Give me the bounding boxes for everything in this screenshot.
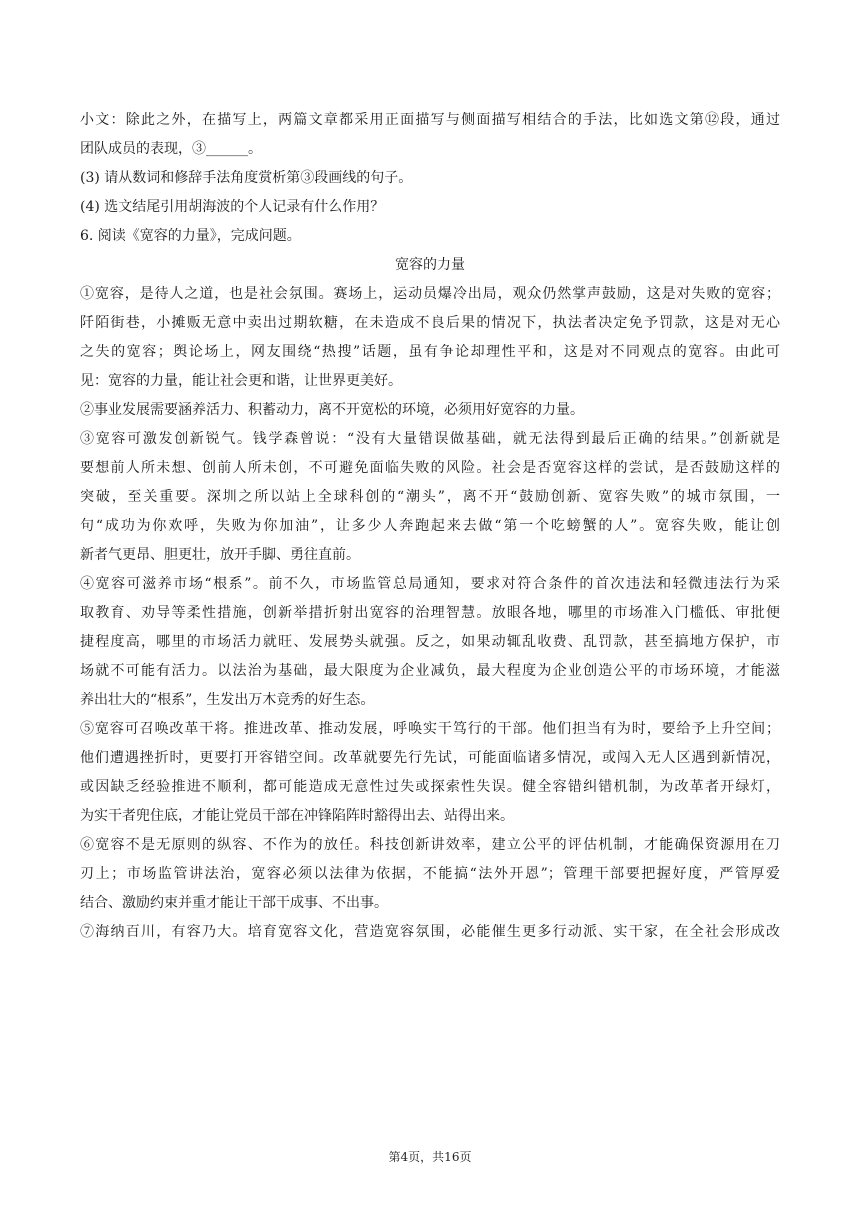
article-title: 宽容的力量 xyxy=(395,257,465,273)
paragraph-4-line: 取教育、劝导等柔性措施，创新举措折射出宽容的治理智慧。放眼各地，哪里的市场准入门槛低、审批便 xyxy=(80,605,780,621)
paragraph-5-line: 或因缺乏经验推进不顺利，都可能造成无意性过失或探索性失误。健全容错纠错机制，为改革者开绿灯， xyxy=(80,779,780,795)
paragraph-4-line: 场就不可能有活力。以法治为基础，最大限度为企业减负，最大程度为企业创造公平的市场环境，才能滋 xyxy=(80,663,780,679)
paragraph-5-line: 他们遭遇挫折时，更要打开容错空间。改革就要先行先试，可能面临诸多情况，或闯入无人区遇到新情况， xyxy=(80,750,780,766)
paragraph-7-line: ⑦海纳百川，有容乃大。培育宽容文化，营造宽容氛围，必能催生更多行动派、实干家，在全社会形成改 xyxy=(80,924,780,940)
question-6-prompt: 6. 阅读《宽容的力量》，完成问题。 xyxy=(80,228,301,244)
paragraph-1-line: 阡陌街巷，小摊贩无意中卖出过期软糖，在未造成不良后果的情况下，执法者决定免予罚款，这是对无心 xyxy=(80,315,780,331)
question-3: (3) 请从数词和修辞手法角度赏析第③段画线的句子。 xyxy=(80,170,413,186)
paragraph-1-line: ①宽容，是待人之道，也是社会氛围。赛场上，运动员爆冷出局，观众仍然掌声鼓励，这是对失败的宽容； xyxy=(80,286,780,302)
paragraph-6-line: 结合、激励约束并重才能让干部干成事、不出事。 xyxy=(80,895,388,911)
paragraph-3-line: 突破，至关重要。深圳之所以站上全球科创的“潮头”，离不开“鼓励创新、宽容失败”的城市氛围，一 xyxy=(80,489,780,505)
paragraph-6-line: ⑥宽容不是无原则的纵容、不作为的放任。科技创新讲效率，建立公平的评估机制，才能确保资源用在刀 xyxy=(80,837,780,853)
paragraph-5-line: ⑤宽容可召唤改革干将。推进改革、推动发展，呼唤实干笃行的干部。他们担当有为时，要给予上升空间； xyxy=(80,721,780,737)
text-line: 小文：除此之外，在描写上，两篇文章都采用正面描写与侧面描写相结合的手法，比如选文第⑫段，通过 xyxy=(80,112,780,128)
paragraph-1-line: 见：宽容的力量，能让社会更和谐，让世界更美好。 xyxy=(80,373,402,389)
paragraph-6-line: 刃上；市场监管讲法治，宽容必须以法律为依据，不能搞“法外开恩”；管理干部要把握好度，严管厚爱 xyxy=(80,866,780,882)
paragraph-5-line: 为实干者兜住底，才能让党员干部在冲锋陷阵时豁得出去、站得出来。 xyxy=(80,808,514,824)
paragraph-3-line: 新者气更昂、胆更壮，放开手脚、勇往直前。 xyxy=(80,547,360,563)
paragraph-2-line: ②事业发展需要涵养活力、积蓄动力，离不开宽松的环境，必须用好宽容的力量。 xyxy=(80,402,584,418)
paragraph-4-line: 养出壮大的“根系”，生发出万木竞秀的好生态。 xyxy=(80,692,375,708)
paragraph-4-line: ④宽容可滋养市场“根系”。前不久，市场监管总局通知，要求对符合条件的首次违法和轻微违法行为采 xyxy=(80,576,780,592)
paragraph-3-line: 句“成功为你欢呼，失败为你加油”，让多少人奔跑起来去做“第一个吃螃蟹的人”。宽容失败，能让创 xyxy=(80,518,780,534)
paragraph-3-line: ③宽容可激发创新锐气。钱学森曾说：“没有大量错误做基础，就无法得到最后正确的结果。”创新就是 xyxy=(80,431,780,447)
text-line: 团队成员的表现，③______。 xyxy=(80,141,262,157)
paragraph-1-line: 之失的宽容；舆论场上，网友围绕“热搜”话题，虽有争论却理性平和，这是对不同观点的宽容。由此可 xyxy=(80,344,780,360)
paragraph-4-line: 捷程度高，哪里的市场活力就旺、发展势头就强。反之，如果动辄乱收费、乱罚款，甚至搞地方保护，市 xyxy=(80,634,780,650)
page-body xyxy=(80,106,780,947)
paragraph-3-line: 要想前人所未想、创前人所未创，不可避免面临失败的风险。社会是否宽容这样的尝试，是否鼓励这样的 xyxy=(80,460,780,476)
page-number-footer: 第4页，共16页 xyxy=(388,1150,472,1164)
question-4: (4) 选文结尾引用胡海波的个人记录有什么作用？ xyxy=(80,199,385,215)
